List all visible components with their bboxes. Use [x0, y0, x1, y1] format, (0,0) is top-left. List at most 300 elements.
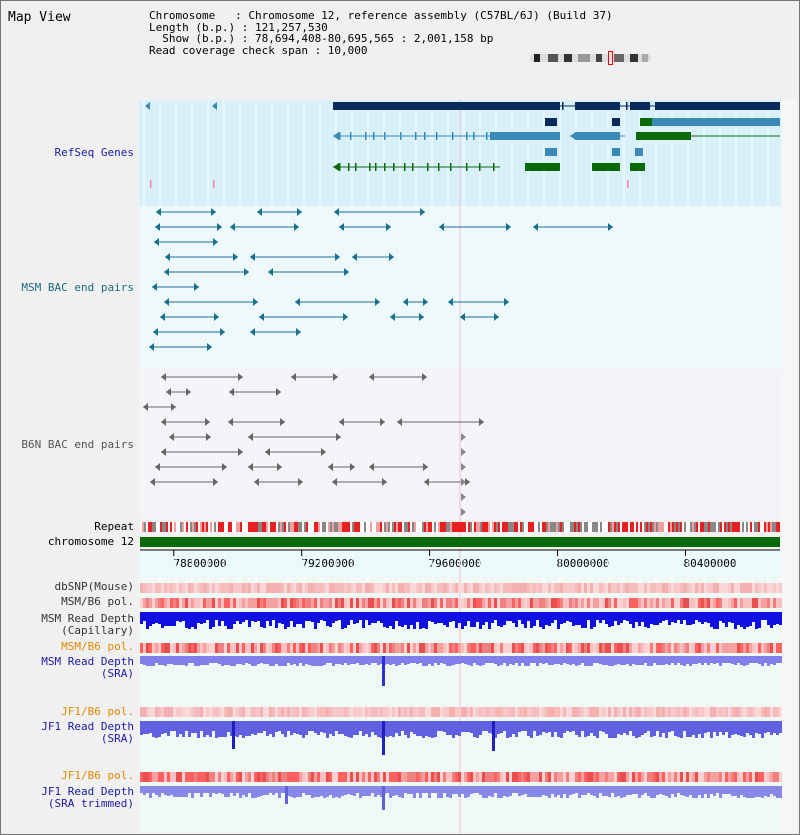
repeat-segment	[506, 522, 508, 532]
jf1-b6-pol-strip	[530, 772, 533, 782]
msm-b6-pol-strip	[233, 598, 236, 608]
repeat-segment	[444, 522, 446, 532]
jf1-b6-pol-strip	[608, 707, 611, 717]
jf1-trimmed-depth-bar	[263, 786, 266, 795]
msm-sra-depth-bar	[233, 656, 236, 666]
msm-bac-pair-end	[533, 223, 538, 231]
jf1-b6-pol-strip	[695, 772, 698, 782]
jf1-sra-depth-bar	[422, 721, 425, 738]
msm-b6-pol-strip	[233, 643, 236, 653]
jf1-b6-pol-strip	[281, 772, 284, 782]
msm-sra-depth-bar	[398, 656, 401, 665]
msm-capillary-depth-bar	[170, 612, 173, 626]
msm-b6-pol-strip	[650, 643, 653, 653]
msm-bac-pair-end	[504, 298, 509, 306]
jf1-sra-depth-bar	[488, 721, 491, 733]
repeat-segment	[476, 522, 478, 532]
jf1-b6-pol-strip	[770, 707, 773, 717]
dbsnp-strip	[503, 583, 506, 593]
jf1-b6-pol-strip	[479, 772, 482, 782]
msm-sra-depth-bar	[350, 656, 353, 664]
jf1-b6-pol-strip	[284, 772, 287, 782]
jf1-trimmed-depth-bar	[431, 786, 434, 793]
jf1-b6-pol-strip	[152, 707, 155, 717]
repeat-segment	[718, 522, 720, 532]
jf1-trimmed-depth-bar	[770, 786, 773, 794]
jf1-b6-pol-strip	[338, 772, 341, 782]
jf1-sra-depth-bar	[173, 721, 176, 731]
msm-capillary-depth-bar	[662, 612, 665, 621]
msm-capillary-depth-bar	[482, 612, 485, 625]
jf1-b6-pol-strip	[236, 707, 239, 717]
msm-bac-end-pairs-label[interactable]: MSM BAC end pairs	[21, 281, 134, 294]
msm-b6-pol-strip	[680, 598, 683, 608]
msm-sra-depth-bar	[767, 656, 770, 666]
msm-b6-pol-strip	[179, 643, 182, 653]
b6n-bac-pair-end	[321, 448, 326, 456]
msm-b6-pol-strip	[533, 643, 536, 653]
jf1-b6-pol-strip	[725, 707, 728, 717]
msm-b6-pol-strip	[338, 643, 341, 653]
jf1-b6-pol-strip	[401, 772, 404, 782]
msm-sra-depth-bar	[596, 656, 599, 663]
repeat-segment	[308, 522, 310, 532]
jf1-b6-pol-strip	[497, 772, 500, 782]
repeat-segment	[330, 522, 332, 532]
msm-capillary-depth-bar	[467, 612, 470, 621]
jf1-sra-depth-bar	[140, 721, 143, 735]
dbsnp-strip	[485, 583, 488, 593]
msm-sra-depth-bar	[257, 656, 260, 664]
msm-b6-pol-strip	[695, 643, 698, 653]
msm-bac-pair-end	[386, 223, 391, 231]
jf1-trimmed-depth-bar	[320, 786, 323, 796]
jf1-sra-depth-bar	[704, 721, 707, 733]
dbsnp-strip	[329, 583, 332, 593]
refseq-gene-exon	[348, 163, 350, 171]
jf1-b6-pol-strip	[743, 707, 746, 717]
repeat-segment	[306, 522, 308, 532]
jf1-b6-pol-strip	[224, 772, 227, 782]
msm-bac-pair-end	[194, 283, 199, 291]
jf1-sra-depth-bar	[401, 721, 404, 731]
jf1-b6-pol-strip	[275, 772, 278, 782]
msm-b6-pol-strip	[149, 643, 152, 653]
msm-b6-pol-strip	[755, 643, 758, 653]
msm-sra-depth-bar	[230, 656, 233, 666]
repeat-segment	[468, 522, 470, 532]
b6n-bac-pair-end	[336, 433, 341, 441]
repeat-segment	[152, 522, 154, 532]
dbsnp-strip	[557, 583, 560, 593]
msm-sra-depth-bar	[242, 656, 245, 665]
msm-b6-pol-strip	[626, 643, 629, 653]
jf1-b6-pol-strip	[752, 772, 755, 782]
jf1-b6-pol-strip	[704, 772, 707, 782]
msm-bac-pair-end	[460, 313, 465, 321]
jf1-sra-depth-bar	[452, 721, 455, 738]
repeat-segment	[370, 522, 372, 532]
repeat-segment	[776, 522, 778, 532]
msm-bac-pair-end	[211, 208, 216, 216]
msm-sra-depth-bar	[173, 656, 176, 665]
msm-b6-pol-strip	[287, 643, 290, 653]
msm-b6-pol-strip	[518, 643, 521, 653]
msm-b6-pol-strip	[746, 643, 749, 653]
msm-sra-depth-bar	[560, 656, 563, 665]
msm-b6-pol-strip	[713, 643, 716, 653]
msm-b6-pol-strip	[362, 643, 365, 653]
dbsnp-strip	[626, 583, 629, 593]
msm-b6-pol-strip	[662, 598, 665, 608]
repeat-segment	[190, 522, 192, 532]
msm-b6-pol-strip	[677, 598, 680, 608]
msm-b6-pol-strip	[212, 643, 215, 653]
jf1-b6-pol-strip	[491, 772, 494, 782]
jf1-trimmed-depth-bar	[695, 786, 698, 798]
msm-sra-depth-bar	[224, 656, 227, 665]
jf1-b6-pol-strip	[218, 772, 221, 782]
msm-bac-pair-end	[244, 268, 249, 276]
dbsnp-strip	[683, 583, 686, 593]
jf1-sra-depth-bar	[746, 721, 749, 733]
msm-capillary-depth-bar	[323, 612, 326, 621]
repeat-segment	[216, 522, 218, 532]
jf1-b6-pol-strip	[308, 707, 311, 717]
dbsnp-strip	[284, 583, 287, 593]
jf1-trimmed-depth-bar	[758, 786, 761, 797]
jf1-trimmed-depth-bar	[188, 786, 191, 793]
msm-b6-pol-strip	[404, 598, 407, 608]
jf1-sra-depth-bar	[665, 721, 668, 738]
repeat-segment	[704, 522, 706, 532]
jf1-b6-pol-strip	[254, 707, 257, 717]
jf1-trimmed-depth-bar	[158, 786, 161, 797]
msm-capillary-depth-bar	[452, 612, 455, 621]
msm-b6-pol-strip	[359, 598, 362, 608]
msm-capillary-depth-bar	[446, 612, 449, 627]
msm-b6-pol-strip	[242, 598, 245, 608]
msm-b6-pol-strip	[581, 643, 584, 653]
msm-capillary-depth-bar	[326, 612, 329, 626]
msm-capillary-depth-bar	[158, 612, 161, 624]
msm-sra-depth-bar	[743, 656, 746, 666]
msm-sra-depth-bar	[305, 656, 308, 664]
dbsnp-strip	[728, 583, 731, 593]
msm-sra-depth-bar	[680, 656, 683, 665]
refseq-gene-exon	[355, 163, 357, 171]
msm-sra-depth-bar	[701, 656, 704, 665]
jf1-trimmed-depth-bar	[197, 786, 200, 793]
jf1-b6-pol-strip	[596, 707, 599, 717]
jf1-b6-pol-strip	[263, 707, 266, 717]
msm-b6-pol-strip	[173, 643, 176, 653]
repeat-segment	[684, 522, 686, 532]
msm-b6-pol-strip	[404, 643, 407, 653]
msm-b6-pol-strip	[398, 598, 401, 608]
jf1-trimmed-depth-bar	[473, 786, 476, 793]
msm-b6-pol-strip	[566, 598, 569, 608]
repeat-segment	[168, 522, 170, 532]
repeat-segment	[594, 522, 596, 532]
dbsnp-strip	[230, 583, 233, 593]
msm-b6-pol-strip	[344, 643, 347, 653]
msm-b6-pol-strip	[731, 598, 734, 608]
msm-b6-pol-strip	[149, 598, 152, 608]
msm-b6-pol-strip	[569, 598, 572, 608]
jf1-sra-depth-bar	[674, 721, 677, 736]
msm-b6-pol-strip	[302, 598, 305, 608]
repeat-segment	[292, 522, 294, 532]
jf1-b6-pol-strip	[659, 772, 662, 782]
msm-b6-pol-strip	[296, 643, 299, 653]
msm-b6-pol-strip	[269, 643, 272, 653]
msm-capillary-depth-bar	[683, 612, 686, 620]
msm-sra-depth-bar	[434, 656, 437, 663]
jf1-b6-pol-strip	[164, 772, 167, 782]
jf1-sra-depth-bar	[254, 721, 257, 735]
msm-sra-depth-bar	[776, 656, 779, 663]
jf1-b6-pol-strip	[428, 772, 431, 782]
repeat-segment	[298, 522, 300, 532]
msm-b6-pol-strip	[527, 643, 530, 653]
dbsnp-strip	[500, 583, 503, 593]
dbsnp-strip	[470, 583, 473, 593]
jf1-b6-pol-strip	[221, 707, 224, 717]
msm-b6-pol-strip	[650, 598, 653, 608]
jf1-b6-pol-strip	[386, 707, 389, 717]
jf1-sra-depth-bar	[200, 721, 203, 731]
repeat-segment	[712, 522, 714, 532]
jf1-b6-pol-strip	[170, 772, 173, 782]
jf1-b6-pol-strip	[356, 772, 359, 782]
msm-sra-depth-bar	[497, 656, 500, 666]
msm-b6-pol-strip	[503, 598, 506, 608]
jf1-sra-depth-spike	[382, 721, 385, 755]
jf1-trimmed-depth-bar	[239, 786, 242, 798]
msm-sra-depth-bar	[170, 656, 173, 664]
msm-b6-pol-strip	[173, 598, 176, 608]
repeat-segment	[452, 522, 454, 532]
msm-capillary-depth-bar	[779, 612, 782, 625]
msm-b6-pol-strip	[263, 598, 266, 608]
jf1-b6-pol-strip	[224, 707, 227, 717]
jf1-b6-pol-strip	[599, 772, 602, 782]
jf1-sra-depth-bar	[419, 721, 422, 736]
msm-sra-depth-bar	[359, 656, 362, 665]
msm-sra-depth-bar	[755, 656, 758, 663]
msm-sra-depth-bar	[530, 656, 533, 663]
msm-b6-pol-strip	[314, 643, 317, 653]
msm-b6-pol-strip	[350, 643, 353, 653]
msm-b6-pol-strip	[773, 598, 776, 608]
dbsnp-strip	[380, 583, 383, 593]
dbsnp-strip	[551, 583, 554, 593]
repeat-segment	[694, 522, 696, 532]
msm-capillary-depth-bar	[479, 612, 482, 629]
jf1-trimmed-depth-bar	[425, 786, 428, 793]
msm-b6-pol-strip	[476, 598, 479, 608]
jf1-b6-pol-strip	[275, 707, 278, 717]
msm-b6-pol-strip	[617, 643, 620, 653]
dbsnp-strip	[374, 583, 377, 593]
msm-capillary-depth-bar	[461, 612, 464, 629]
msm-b6-pol-strip	[380, 643, 383, 653]
msm-sra-depth-bar	[731, 656, 734, 664]
jf1-b6-pol-strip	[767, 707, 770, 717]
jf1-sra-depth-bar	[305, 721, 308, 735]
jf1-b6-pol-strip	[374, 772, 377, 782]
jf1-sra-depth-bar	[320, 721, 323, 732]
jf1-b6-pol-strip	[536, 707, 539, 717]
dbsnp-strip	[575, 583, 578, 593]
jf1-trimmed-depth-bar	[422, 786, 425, 793]
msm-capillary-depth-bar	[311, 612, 314, 622]
msm-bac-pair-end	[233, 253, 238, 261]
jf1-b6-pol-strip	[470, 707, 473, 717]
msm-capillary-depth-bar	[437, 612, 440, 623]
jf1-b6-pol-strip	[425, 772, 428, 782]
msm-b6-pol-strip	[578, 598, 581, 608]
jf1-sra-depth-bar	[245, 721, 248, 736]
jf1-b6-pol-strip	[713, 707, 716, 717]
jf1-trimmed-depth-bar	[389, 786, 392, 798]
jf1-sra-depth-bar	[149, 721, 152, 733]
msm-b6-pol-strip	[140, 598, 143, 608]
msm-b6-pol-strip	[230, 643, 233, 653]
msm-sra-depth-bar	[158, 656, 161, 665]
repeat-segment	[320, 522, 322, 532]
dbsnp-strip	[332, 583, 335, 593]
jf1-b6-pol-strip	[458, 707, 461, 717]
jf1-b6-pol-strip	[518, 772, 521, 782]
repeat-segment	[464, 522, 466, 532]
jf1-sra-depth-bar	[644, 721, 647, 733]
jf1-b6-pol-strip	[218, 707, 221, 717]
jf1-b6-pol-strip	[329, 772, 332, 782]
refseq-genes-label[interactable]: RefSeq Genes	[54, 146, 134, 159]
msm-b6-pol-strip	[572, 598, 575, 608]
jf1-b6-pol-strip	[776, 772, 779, 782]
jf1-trimmed-depth-bar	[671, 786, 674, 794]
repeat-segment	[692, 522, 694, 532]
repeat-segment	[466, 522, 468, 532]
jf1-sra-depth-bar	[554, 721, 557, 732]
jf1-b6-pol-strip	[281, 707, 284, 717]
msm-bac-pair-end	[506, 223, 511, 231]
repeat-segment	[536, 522, 538, 532]
msm-b6-pol-strip	[635, 643, 638, 653]
repeat-segment	[772, 522, 774, 532]
refseq-gene-exon	[404, 163, 406, 171]
refseq-gene-exon	[375, 163, 377, 171]
msm-capillary-depth-bar	[305, 612, 308, 621]
msm-b6-pol-strip	[413, 598, 416, 608]
msm-sra-depth-bar	[548, 656, 551, 665]
msm-b6-pol-strip	[548, 643, 551, 653]
msm-bac-pair-end	[294, 223, 299, 231]
gene-arrow	[212, 102, 217, 110]
jf1-trimmed-depth-bar	[740, 786, 743, 795]
msm-b6-pol-strip	[605, 598, 608, 608]
jf1-sra-depth-bar	[404, 721, 407, 735]
msm-b6-pol-strip	[161, 643, 164, 653]
refseq-gene-block	[612, 118, 620, 126]
msm-sra-depth-bar	[461, 656, 464, 663]
jf1-b6-pol-strip	[431, 707, 434, 717]
repeat-segment	[360, 522, 362, 532]
msm-capillary-depth-bar	[764, 612, 767, 620]
msm-b6-pol-strip	[209, 598, 212, 608]
msm-b6-pol-strip	[446, 598, 449, 608]
repeat-segment	[700, 522, 702, 532]
msm-b6-pol-strip	[143, 598, 146, 608]
msm-b6-pol-strip	[251, 643, 254, 653]
msm-capillary-depth-bar	[635, 612, 638, 622]
msm-capillary-depth-bar	[200, 612, 203, 624]
msm-capillary-depth-bar	[734, 612, 737, 629]
msm-b6-pol-strip	[224, 598, 227, 608]
dbsnp-strip	[194, 583, 197, 593]
b6n-bac-pair-end	[424, 478, 429, 486]
msm-b6-pol-strip	[395, 643, 398, 653]
msm-sra-depth-bar	[164, 656, 167, 666]
msm-b6-pol-strip	[314, 598, 317, 608]
dbsnp-strip	[659, 583, 662, 593]
jf1-trimmed-depth-bar	[656, 786, 659, 795]
repeat-segment	[384, 522, 386, 532]
jf1-b6-pol-strip	[143, 772, 146, 782]
jf1-sra-depth-bar	[143, 721, 146, 734]
msm-capillary-depth-bar	[431, 612, 434, 622]
repeat-segment	[602, 522, 604, 532]
msm-b6-pol-strip	[356, 598, 359, 608]
msm-capillary-depth-bar	[317, 612, 320, 623]
dbsnp-strip	[488, 583, 491, 593]
dbsnp-strip	[368, 583, 371, 593]
repeat-segment	[436, 522, 438, 532]
dbsnp-strip	[767, 583, 770, 593]
dbsnp-strip	[668, 583, 671, 593]
dbsnp-strip	[143, 583, 146, 593]
dbsnp-strip	[341, 583, 344, 593]
jf1-b6-pol-strip	[455, 772, 458, 782]
msm-b6-pol-strip	[752, 598, 755, 608]
jf1-b6-pol-strip	[242, 772, 245, 782]
b6n-bac-end-pairs-label[interactable]: B6N BAC end pairs	[21, 438, 134, 451]
refseq-gene-block	[592, 163, 620, 171]
jf1-sra-depth-bar	[179, 721, 182, 734]
jf1-b6-pol-strip	[533, 772, 536, 782]
jf1-sra-depth-bar	[599, 721, 602, 731]
msm-b6-pol-strip	[593, 643, 596, 653]
jf1-b6-pol-strip	[383, 707, 386, 717]
refseq-gene-exon	[438, 163, 440, 171]
jf1-trimmed-depth-bar	[140, 786, 143, 793]
jf1-sra-depth-bar	[773, 721, 776, 733]
msm-capillary-depth-bar	[701, 612, 704, 624]
repeat-segment	[608, 522, 610, 532]
jf1-b6-pol-strip	[260, 772, 263, 782]
msm-sra-depth-bar	[746, 656, 749, 665]
msm-capillary-depth-bar	[215, 612, 218, 620]
dbsnp-strip	[650, 583, 653, 593]
msm-capillary-depth-bar	[569, 612, 572, 622]
jf1-trimmed-depth-bar	[371, 786, 374, 793]
jf1-b6-pol-strip	[314, 707, 317, 717]
msm-b6-pol-strip	[602, 643, 605, 653]
msm-capillary-depth-bar	[740, 612, 743, 627]
